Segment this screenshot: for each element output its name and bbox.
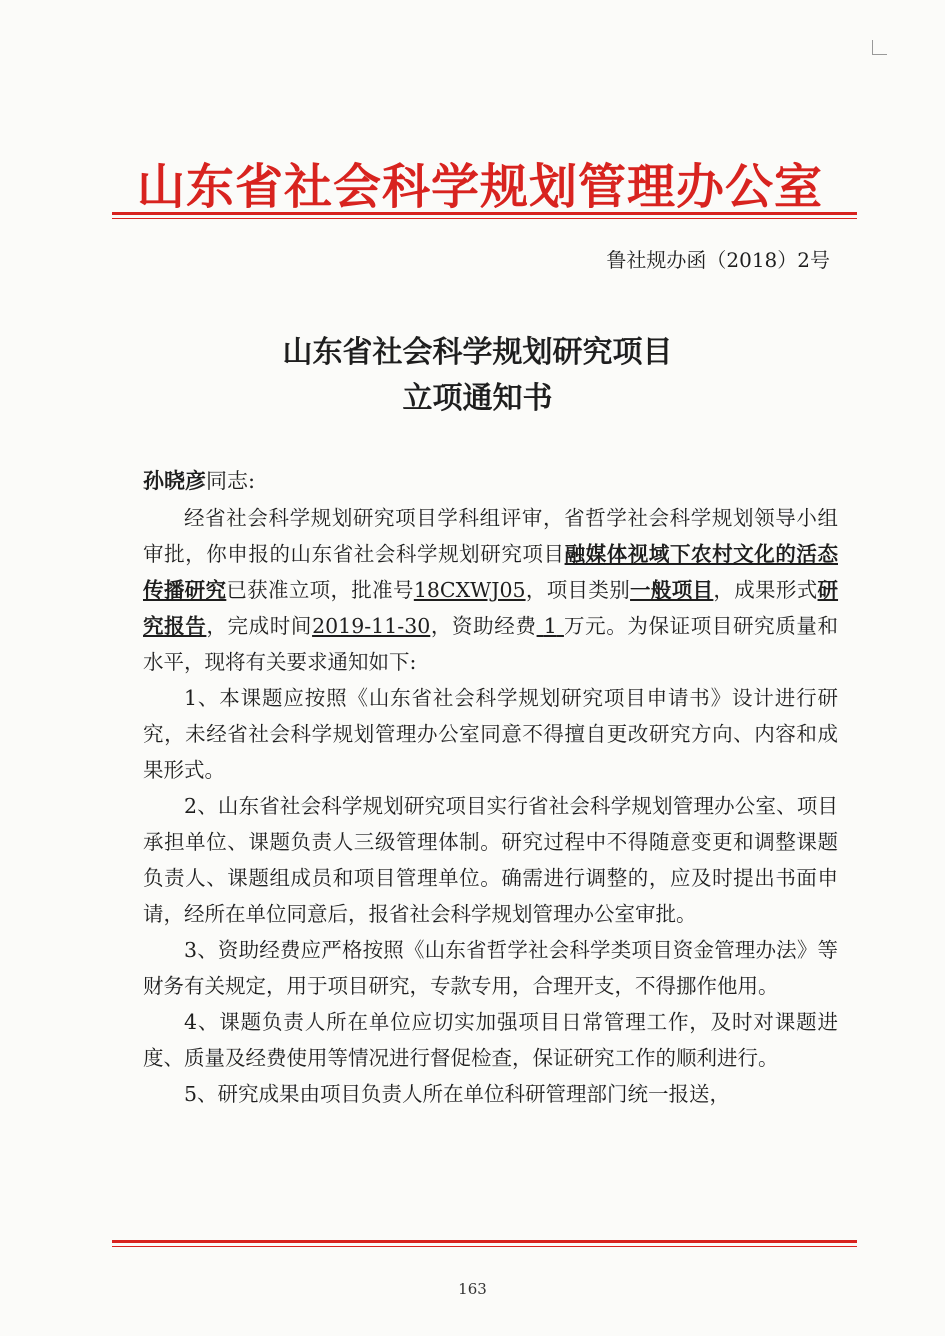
approval-number: 18CXWJ05	[413, 578, 526, 602]
org-letterhead-title: 山东省社会科学规划管理办公室	[136, 159, 823, 215]
document-number: 鲁社规办函（2018）2号	[606, 248, 830, 272]
requirement-item-2: 2、山东省社会科学规划研究项目实行省社会科学规划管理办公室、项目承担单位、课题负责人三级管理体制。研究过程中不得随意变更和调整课题负责人、课题组成员和项目管理单位。确需进行调整的，应及时提出书面申请，经所在单位同意后，报省社会科学规划管理办公室审批。	[143, 794, 838, 926]
intro-text-1: 经省社会科学规划研究项目学科组评审，省哲学社会科学规划领导小组审批，你申报的山东省社会科学规划研究项目	[143, 506, 838, 566]
requirement-item-3: 3、资助经费应严格按照《山东省哲学社会科学类项目资金管理办法》等财务有关规定，用于项目研究，专款专用，合理开支，不得挪作他用。	[143, 938, 838, 998]
funding-amount	[537, 614, 564, 638]
intro-text-5: ，完成时间	[206, 614, 313, 638]
letterhead-red-rule-thin	[112, 218, 857, 219]
notice-body	[143, 500, 838, 1112]
intro-text-3: ，项目类别	[525, 578, 631, 602]
intro-paragraph	[143, 500, 838, 680]
salutation-suffix: 同志:	[206, 469, 256, 493]
intro-text-4: ，成果形式	[713, 578, 818, 602]
project-category: 一般项目	[630, 578, 714, 602]
requirement-item-1: 1、本课题应按照《山东省社会科学规划研究项目申请书》设计进行研究，未经省社会科学规划管理办公室同意不得擅自更改研究方向、内容和成果形式。	[143, 686, 838, 782]
notice-title-line1: 山东省社会科学规划研究项目	[282, 335, 673, 370]
footer-red-rule-thin	[112, 1246, 857, 1247]
output-form: 研究报告	[143, 578, 839, 638]
intro-text-7: 万元。为保证项目研究质量和水平，现将有关要求通知如下:	[143, 614, 839, 674]
requirement-item-5: 5、研究成果由项目负责人所在单位科研管理部门统一报送，	[184, 1082, 731, 1106]
requirement-item-4: 4、课题负责人所在单位应切实加强项目日常管理工作，及时对课题进度、质量及经费使用等情况进行督促检查，保证研究工作的顺利进行。	[143, 1010, 838, 1070]
deadline: 2019-11-30	[312, 614, 431, 638]
notice-title	[120, 330, 835, 422]
salutation	[143, 465, 255, 495]
scan-corner-mark	[872, 40, 887, 55]
intro-text-6: ，资助经费	[430, 614, 537, 638]
page-number: 163	[458, 1280, 487, 1298]
footer-red-rule	[112, 1240, 857, 1243]
notice-title-line2: 立项通知书	[402, 381, 553, 416]
project-name: 融媒体视域下农村文化的活态传播研究	[143, 542, 838, 602]
recipient-name: 孙晓彦	[143, 469, 206, 493]
letterhead-red-rule	[112, 212, 857, 215]
intro-text-2: 已获准立项，批准号	[226, 578, 414, 602]
funding-value: 1	[543, 614, 557, 638]
